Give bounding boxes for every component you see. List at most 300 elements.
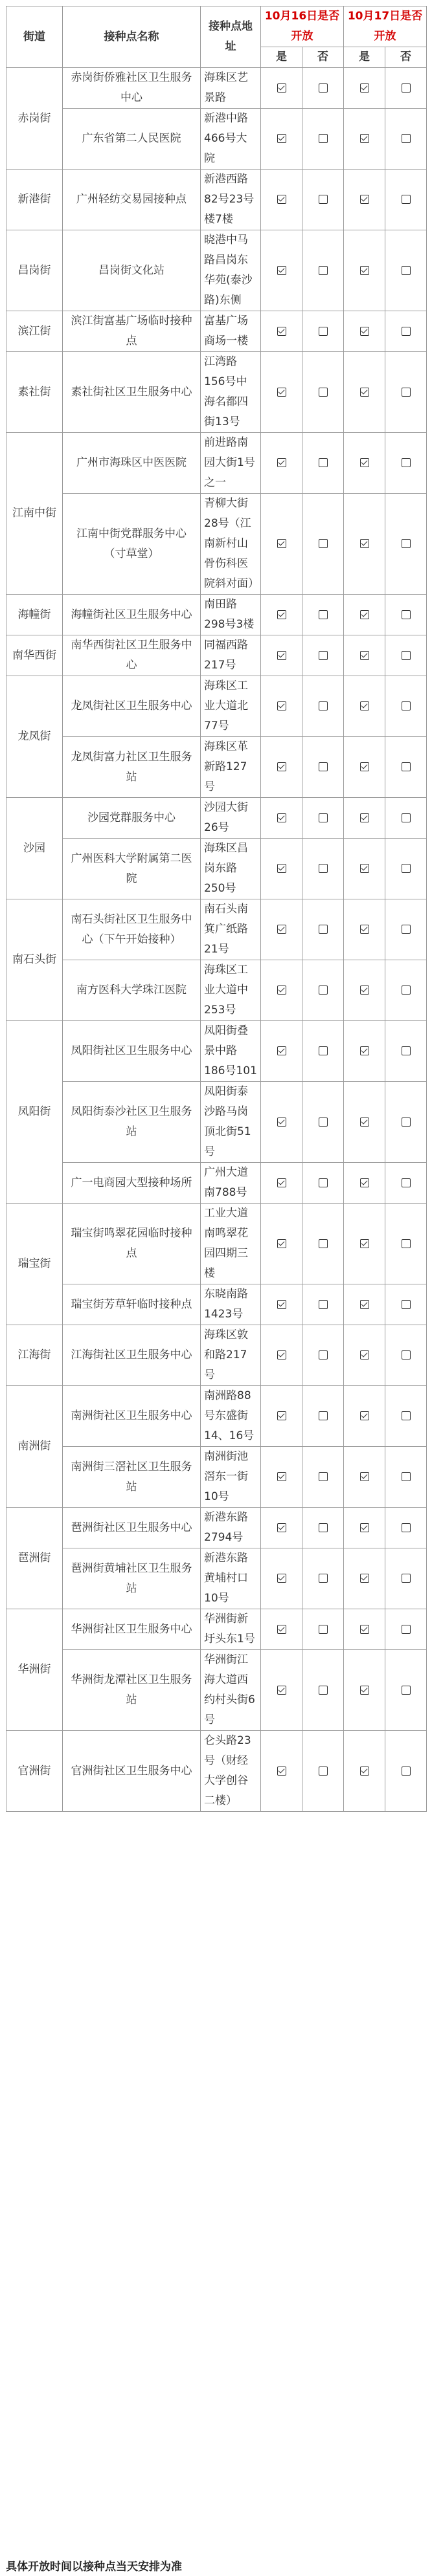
site-address: 海珠区艺景路 (201, 68, 261, 109)
table-row (6, 1447, 427, 1508)
empty-box-icon (402, 1350, 411, 1360)
footnote: 具体开放时间以接种点当天安排为准 (6, 2560, 182, 2573)
table-row (6, 1508, 427, 1548)
empty-box-icon (402, 1178, 411, 1187)
checked-box-icon (277, 762, 286, 771)
day2-yes-cell (344, 1731, 385, 1812)
site-address: 华洲街新圩头东1号 (201, 1609, 261, 1650)
site-name: 南洲街三滘社区卫生服务站 (63, 1447, 201, 1508)
checked-box-icon (360, 1046, 369, 1055)
day1-no-cell (302, 311, 344, 352)
day1-no-cell (302, 1650, 344, 1731)
empty-box-icon (402, 864, 411, 873)
site-address: 新港西路82号23号楼7楼 (201, 170, 261, 230)
empty-box-icon (402, 813, 411, 822)
table-row (6, 494, 427, 595)
day2-yes-cell (344, 1650, 385, 1731)
day1-yes-cell (261, 1731, 302, 1812)
site-address: 南洲街池滘东一街10号 (201, 1447, 261, 1508)
empty-box-icon (319, 195, 328, 204)
table-row (6, 899, 427, 960)
checked-box-icon (277, 1117, 286, 1127)
day2-no-cell (385, 494, 427, 595)
table-row (6, 1609, 427, 1650)
table-row (6, 433, 427, 494)
checked-box-icon (360, 1117, 369, 1127)
site-address: 凤阳街泰沙路马岗顶北街51号 (201, 1082, 261, 1163)
empty-box-icon (319, 1178, 328, 1187)
checked-box-icon (277, 539, 286, 548)
site-name: 滨江街富基广场临时接种点 (63, 311, 201, 352)
day2-yes-cell (344, 635, 385, 676)
table-row (6, 68, 427, 109)
day2-yes-cell (344, 494, 385, 595)
day1-yes-cell (261, 676, 302, 737)
day2-no-cell (385, 1650, 427, 1731)
checked-box-icon (277, 1574, 286, 1583)
day1-yes-cell (261, 1021, 302, 1082)
street-name: 凤阳街 (6, 1021, 63, 1204)
site-address: 晓港中马路昌岗东华苑(泰沙路)东侧 (201, 230, 261, 311)
empty-box-icon (319, 458, 328, 467)
empty-box-icon (319, 1411, 328, 1420)
day1-yes-cell (261, 494, 302, 595)
day2-no-cell (385, 1204, 427, 1284)
site-name: 凤阳街泰沙社区卫生服务站 (63, 1082, 201, 1163)
empty-box-icon (319, 1350, 328, 1360)
checked-box-icon (360, 1239, 369, 1248)
day1-yes-cell (261, 1548, 302, 1609)
checked-box-icon (277, 864, 286, 873)
site-name: 龙凤街社区卫生服务中心 (63, 676, 201, 737)
empty-box-icon (402, 1411, 411, 1420)
site-name: 华洲街社区卫生服务中心 (63, 1609, 201, 1650)
day1-yes-cell (261, 1325, 302, 1386)
checked-box-icon (360, 1625, 369, 1634)
site-name: 琶洲街社区卫生服务中心 (63, 1508, 201, 1548)
table-row (6, 1021, 427, 1082)
day1-no-cell (302, 109, 344, 170)
header-day1-yes: 是 (261, 47, 302, 68)
street-name: 江海街 (6, 1325, 63, 1386)
checked-box-icon (277, 83, 286, 93)
day2-no-cell (385, 635, 427, 676)
checked-box-icon (360, 1574, 369, 1583)
street-name: 海幢街 (6, 595, 63, 635)
checked-box-icon (277, 651, 286, 660)
empty-box-icon (319, 1472, 328, 1481)
site-name: 官洲街社区卫生服务中心 (63, 1731, 201, 1812)
site-name: 南方医科大学珠江医院 (63, 960, 201, 1021)
checked-box-icon (360, 195, 369, 204)
checked-box-icon (360, 134, 369, 143)
site-name: 江海街社区卫生服务中心 (63, 1325, 201, 1386)
street-name: 龙凤街 (6, 676, 63, 798)
site-address: 海珠区革新路127号 (201, 737, 261, 798)
site-address: 同福西路217号 (201, 635, 261, 676)
site-address: 海珠区工业大道北77号 (201, 676, 261, 737)
street-name: 滨江街 (6, 311, 63, 352)
day1-yes-cell (261, 899, 302, 960)
site-address: 富基广场商场一楼 (201, 311, 261, 352)
street-name: 南洲街 (6, 1386, 63, 1508)
day2-no-cell (385, 798, 427, 839)
empty-box-icon (319, 539, 328, 548)
empty-box-icon (319, 134, 328, 143)
empty-box-icon (319, 1239, 328, 1248)
day2-yes-cell (344, 1609, 385, 1650)
site-name: 凤阳街社区卫生服务中心 (63, 1021, 201, 1082)
day1-yes-cell (261, 1284, 302, 1325)
table-row (6, 1650, 427, 1731)
vaccination-sites-table (6, 6, 427, 1812)
empty-box-icon (402, 925, 411, 934)
table-row (6, 1386, 427, 1447)
day1-yes-cell (261, 1082, 302, 1163)
empty-box-icon (319, 327, 328, 336)
checked-box-icon (360, 327, 369, 336)
site-name: 海幢街社区卫生服务中心 (63, 595, 201, 635)
table-row (6, 311, 427, 352)
day2-yes-cell (344, 1548, 385, 1609)
checked-box-icon (360, 1300, 369, 1309)
empty-box-icon (402, 762, 411, 771)
day1-no-cell (302, 1325, 344, 1386)
checked-box-icon (360, 925, 369, 934)
day2-yes-cell (344, 1082, 385, 1163)
day2-no-cell (385, 1386, 427, 1447)
day1-no-cell (302, 960, 344, 1021)
day1-yes-cell (261, 1163, 302, 1204)
day1-no-cell (302, 1731, 344, 1812)
empty-box-icon (319, 651, 328, 660)
day1-yes-cell (261, 230, 302, 311)
table-row (6, 1731, 427, 1812)
table-row (6, 737, 427, 798)
day2-yes-cell (344, 839, 385, 899)
header-street: 街道 (6, 6, 63, 68)
site-name: 素社街社区卫生服务中心 (63, 352, 201, 433)
checked-box-icon (277, 1046, 286, 1055)
site-address: 江湾路156号中海名都四街13号 (201, 352, 261, 433)
day2-no-cell (385, 676, 427, 737)
day2-no-cell (385, 230, 427, 311)
header-day2-yes: 是 (344, 47, 385, 68)
site-name: 南洲街社区卫生服务中心 (63, 1386, 201, 1447)
checked-box-icon (277, 458, 286, 467)
site-address: 南石头南箕广纸路21号 (201, 899, 261, 960)
header-day1-open: 10月16日是否开放 (261, 6, 344, 47)
day2-yes-cell (344, 1163, 385, 1204)
header-site-address: 接种点地址 (201, 6, 261, 68)
site-address: 凤阳街叠景中路186号101 (201, 1021, 261, 1082)
empty-box-icon (319, 1686, 328, 1695)
table-header-row (6, 6, 427, 47)
day1-no-cell (302, 676, 344, 737)
checked-box-icon (277, 388, 286, 397)
empty-box-icon (319, 864, 328, 873)
day1-yes-cell (261, 635, 302, 676)
day1-no-cell (302, 1508, 344, 1548)
site-name: 江南中街党群服务中心（寸草堂） (63, 494, 201, 595)
day2-yes-cell (344, 1284, 385, 1325)
checked-box-icon (360, 83, 369, 93)
table-row (6, 676, 427, 737)
day1-no-cell (302, 494, 344, 595)
day1-no-cell (302, 170, 344, 230)
site-address: 新港东路2794号 (201, 1508, 261, 1548)
day1-no-cell (302, 839, 344, 899)
site-name: 沙园党群服务中心 (63, 798, 201, 839)
table-row (6, 960, 427, 1021)
checked-box-icon (277, 1411, 286, 1420)
day1-no-cell (302, 635, 344, 676)
site-name: 广州医科大学附属第二医院 (63, 839, 201, 899)
table-row (6, 170, 427, 230)
header-site-name: 接种点名称 (63, 6, 201, 68)
header-day1-no: 否 (302, 47, 344, 68)
day1-yes-cell (261, 1609, 302, 1650)
day2-no-cell (385, 960, 427, 1021)
empty-box-icon (402, 1117, 411, 1127)
day2-yes-cell (344, 1204, 385, 1284)
day1-no-cell (302, 1609, 344, 1650)
day2-yes-cell (344, 109, 385, 170)
site-address: 新港东路黄埔村口10号 (201, 1548, 261, 1609)
table-row (6, 1082, 427, 1163)
day1-yes-cell (261, 1204, 302, 1284)
day2-yes-cell (344, 352, 385, 433)
checked-box-icon (277, 985, 286, 995)
street-name: 琶洲街 (6, 1508, 63, 1609)
day1-yes-cell (261, 798, 302, 839)
empty-box-icon (402, 701, 411, 710)
street-name: 瑞宝街 (6, 1204, 63, 1325)
site-name: 南华西街社区卫生服务中心 (63, 635, 201, 676)
checked-box-icon (360, 1350, 369, 1360)
empty-box-icon (402, 651, 411, 660)
day2-no-cell (385, 1508, 427, 1548)
site-address: 华洲街江海大道西约村头街6号 (201, 1650, 261, 1731)
checked-box-icon (277, 1767, 286, 1776)
day2-yes-cell (344, 68, 385, 109)
street-name: 赤岗街 (6, 68, 63, 170)
site-address: 海珠区工业大道中253号 (201, 960, 261, 1021)
day2-yes-cell (344, 230, 385, 311)
day2-no-cell (385, 170, 427, 230)
street-name: 素社街 (6, 352, 63, 433)
checked-box-icon (277, 925, 286, 934)
empty-box-icon (319, 1117, 328, 1127)
site-name: 南石头街社区卫生服务中心（下午开始接种） (63, 899, 201, 960)
day2-yes-cell (344, 595, 385, 635)
empty-box-icon (319, 985, 328, 995)
checked-box-icon (277, 813, 286, 822)
site-address: 南洲路88号东盛街14、16号 (201, 1386, 261, 1447)
street-name: 南石头街 (6, 899, 63, 1021)
day2-no-cell (385, 433, 427, 494)
vaccination-sites-table-wrapper (6, 6, 427, 1812)
checked-box-icon (360, 985, 369, 995)
day1-no-cell (302, 68, 344, 109)
checked-box-icon (360, 1178, 369, 1187)
site-address: 新港中路466号大院 (201, 109, 261, 170)
day1-yes-cell (261, 1447, 302, 1508)
day1-no-cell (302, 1386, 344, 1447)
header-day2-open: 10月17日是否开放 (344, 6, 427, 47)
empty-box-icon (319, 925, 328, 934)
empty-box-icon (402, 1472, 411, 1481)
empty-box-icon (402, 1574, 411, 1583)
empty-box-icon (402, 985, 411, 995)
checked-box-icon (360, 1411, 369, 1420)
checked-box-icon (277, 266, 286, 275)
day2-yes-cell (344, 1508, 385, 1548)
table-row (6, 1325, 427, 1386)
day2-no-cell (385, 1284, 427, 1325)
table-row (6, 109, 427, 170)
site-address: 沙园大街26号 (201, 798, 261, 839)
day2-yes-cell (344, 170, 385, 230)
day1-no-cell (302, 595, 344, 635)
site-name: 广州轻纺交易园接种点 (63, 170, 201, 230)
site-address: 青柳大街28号（江南新村山骨伤科医院斜对面） (201, 494, 261, 595)
table-row (6, 1163, 427, 1204)
checked-box-icon (277, 701, 286, 710)
day2-yes-cell (344, 1447, 385, 1508)
street-name: 新港街 (6, 170, 63, 230)
day2-yes-cell (344, 1386, 385, 1447)
empty-box-icon (402, 1300, 411, 1309)
day2-yes-cell (344, 433, 385, 494)
day2-no-cell (385, 1021, 427, 1082)
checked-box-icon (277, 1472, 286, 1481)
checked-box-icon (360, 539, 369, 548)
day1-no-cell (302, 1204, 344, 1284)
site-name: 琶洲街黄埔社区卫生服务站 (63, 1548, 201, 1609)
street-name: 沙园 (6, 798, 63, 899)
empty-box-icon (402, 1046, 411, 1055)
day1-no-cell (302, 1021, 344, 1082)
checked-box-icon (277, 610, 286, 619)
empty-box-icon (402, 266, 411, 275)
site-address: 海珠区敦和路217号 (201, 1325, 261, 1386)
street-name: 昌岗街 (6, 230, 63, 311)
site-name: 华洲街龙潭社区卫生服务站 (63, 1650, 201, 1731)
day2-no-cell (385, 352, 427, 433)
checked-box-icon (360, 701, 369, 710)
day2-yes-cell (344, 899, 385, 960)
day1-yes-cell (261, 109, 302, 170)
site-address: 南田路298号3楼 (201, 595, 261, 635)
day1-yes-cell (261, 433, 302, 494)
checked-box-icon (360, 813, 369, 822)
table-row (6, 1204, 427, 1284)
checked-box-icon (277, 1686, 286, 1695)
street-name: 华洲街 (6, 1609, 63, 1731)
checked-box-icon (277, 1523, 286, 1532)
checked-box-icon (360, 1472, 369, 1481)
day1-no-cell (302, 1548, 344, 1609)
day2-no-cell (385, 1163, 427, 1204)
empty-box-icon (402, 327, 411, 336)
site-name: 广州市海珠区中医医院 (63, 433, 201, 494)
day1-yes-cell (261, 1650, 302, 1731)
empty-box-icon (402, 1767, 411, 1776)
table-row (6, 839, 427, 899)
day2-no-cell (385, 1609, 427, 1650)
checked-box-icon (277, 195, 286, 204)
checked-box-icon (277, 134, 286, 143)
day2-yes-cell (344, 960, 385, 1021)
checked-box-icon (360, 458, 369, 467)
empty-box-icon (319, 1046, 328, 1055)
table-row (6, 230, 427, 311)
day1-yes-cell (261, 1508, 302, 1548)
empty-box-icon (402, 195, 411, 204)
checked-box-icon (360, 266, 369, 275)
site-name: 龙凤街富力社区卫生服务站 (63, 737, 201, 798)
empty-box-icon (319, 1300, 328, 1309)
empty-box-icon (319, 1574, 328, 1583)
site-name: 赤岗街侨雅社区卫生服务中心 (63, 68, 201, 109)
day2-no-cell (385, 1325, 427, 1386)
site-address: 广州大道南788号 (201, 1163, 261, 1204)
checked-box-icon (277, 1178, 286, 1187)
empty-box-icon (402, 134, 411, 143)
site-name: 昌岗街文化站 (63, 230, 201, 311)
day2-no-cell (385, 311, 427, 352)
checked-box-icon (360, 651, 369, 660)
site-name: 瑞宝街芳草轩临时接种点 (63, 1284, 201, 1325)
empty-box-icon (319, 701, 328, 710)
table-row (6, 1548, 427, 1609)
empty-box-icon (402, 610, 411, 619)
empty-box-icon (319, 813, 328, 822)
day1-no-cell (302, 1163, 344, 1204)
empty-box-icon (402, 458, 411, 467)
empty-box-icon (402, 1686, 411, 1695)
checked-box-icon (277, 1239, 286, 1248)
day1-yes-cell (261, 170, 302, 230)
checked-box-icon (277, 327, 286, 336)
day1-no-cell (302, 230, 344, 311)
checked-box-icon (360, 762, 369, 771)
day1-no-cell (302, 798, 344, 839)
header-day2-no: 否 (385, 47, 427, 68)
day1-no-cell (302, 1082, 344, 1163)
day1-no-cell (302, 433, 344, 494)
day1-no-cell (302, 352, 344, 433)
day2-no-cell (385, 1082, 427, 1163)
day2-no-cell (385, 68, 427, 109)
day2-yes-cell (344, 676, 385, 737)
day2-yes-cell (344, 1021, 385, 1082)
street-name: 南华西街 (6, 635, 63, 676)
empty-box-icon (319, 762, 328, 771)
site-address: 海珠区昌岗东路250号 (201, 839, 261, 899)
empty-box-icon (402, 388, 411, 397)
day2-yes-cell (344, 311, 385, 352)
site-name: 广一电商园大型接种场所 (63, 1163, 201, 1204)
site-name: 瑞宝街鸣翠花园临时接种点 (63, 1204, 201, 1284)
empty-box-icon (402, 1625, 411, 1634)
checked-box-icon (277, 1625, 286, 1634)
day1-yes-cell (261, 960, 302, 1021)
table-row (6, 1284, 427, 1325)
day2-no-cell (385, 1447, 427, 1508)
day1-yes-cell (261, 595, 302, 635)
